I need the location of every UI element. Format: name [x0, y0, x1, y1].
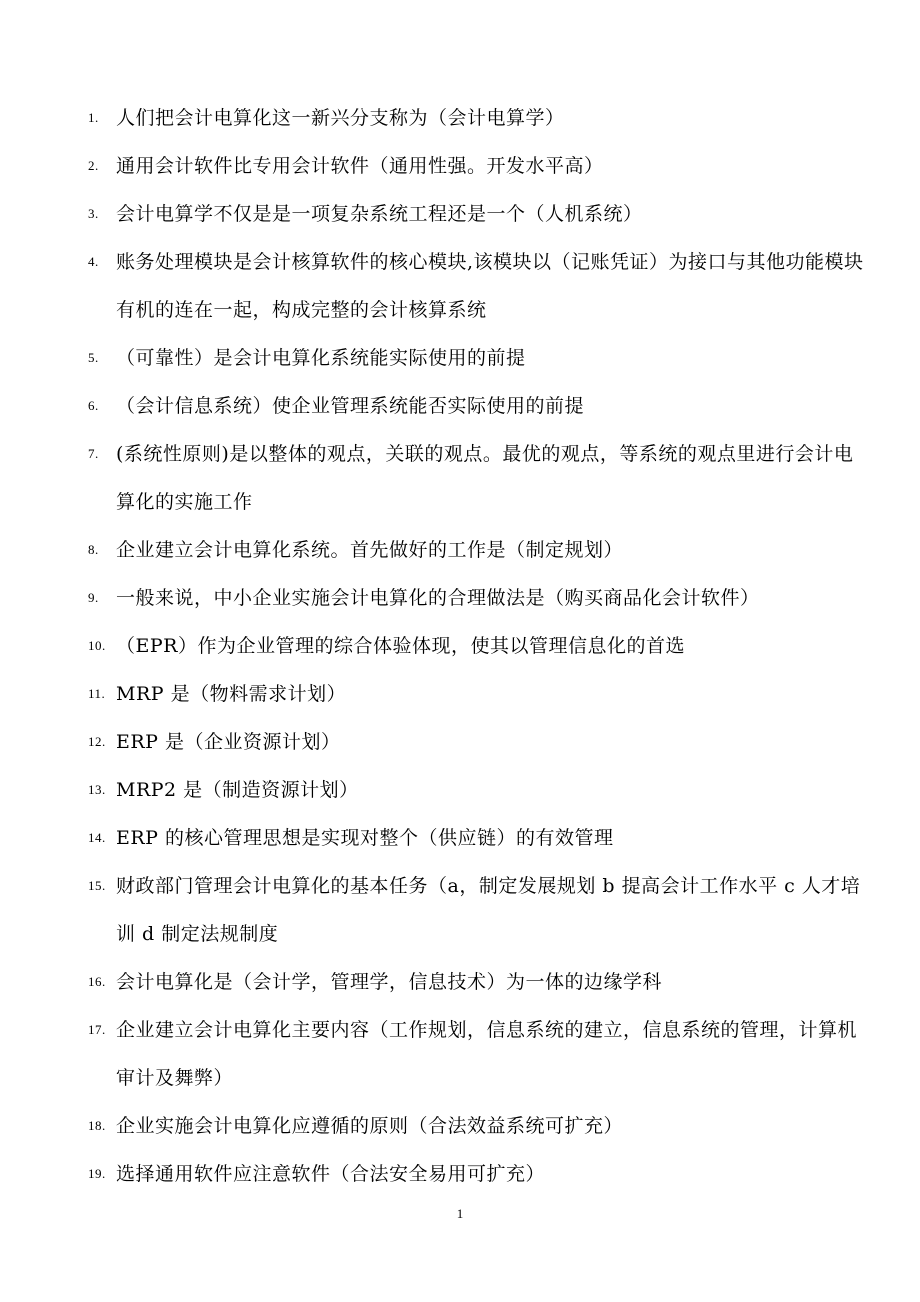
- question-list: [88, 94, 868, 1198]
- item-number: 16.: [88, 974, 106, 989]
- list-item: [88, 718, 868, 766]
- item-text: 会计电算学不仅是是一项复杂系统工程还是一个（人机系统）: [116, 203, 643, 225]
- item-number: 15.: [88, 878, 106, 893]
- list-item: [88, 622, 868, 670]
- item-text: 通用会计软件比专用会计软件（通用性强。开发水平高）: [116, 155, 604, 177]
- item-number: 19.: [88, 1166, 106, 1181]
- list-item: [88, 1006, 868, 1102]
- item-text: ERP 是（企业资源计划）: [116, 731, 341, 753]
- list-item: [88, 1150, 868, 1198]
- item-number: 13.: [88, 782, 106, 797]
- list-item: [88, 430, 868, 526]
- item-number: 6.: [88, 398, 99, 413]
- item-text: 会计电算化是（会计学，管理学，信息技术）为一体的边缘学科: [116, 971, 663, 993]
- item-text: MRP 是（物料需求计划）: [116, 683, 347, 705]
- list-item: [88, 1102, 868, 1150]
- item-text: (系统性原则)是以整体的观点，关联的观点。最优的观点，等系统的观点里进行会计电算化的实施工作: [116, 443, 854, 513]
- item-number: 10.: [88, 638, 106, 653]
- list-item: [88, 382, 868, 430]
- list-item: [88, 574, 868, 622]
- item-number: 2.: [88, 158, 99, 173]
- list-item: [88, 142, 868, 190]
- item-text: （EPR）作为企业管理的综合体验体现，使其以管理信息化的首选: [116, 635, 685, 657]
- page-number: 1: [456, 1206, 464, 1221]
- item-number: 11.: [88, 686, 106, 701]
- item-text: MRP2 是（制造资源计划）: [116, 779, 359, 801]
- item-number: 18.: [88, 1118, 106, 1133]
- item-text: 账务处理模块是会计核算软件的核心模块,该模块以（记账凭证）为接口与其他功能模块有机的连在一起，构成完整的会计核算系统: [116, 251, 864, 321]
- item-text: ERP 的核心管理思想是实现对整个（供应链）的有效管理: [116, 827, 614, 849]
- list-item: [88, 766, 868, 814]
- list-item: [88, 670, 868, 718]
- item-number: 3.: [88, 206, 99, 221]
- item-text: 财政部门管理会计电算化的基本任务（a，制定发展规划 b 提高会计工作水平 c 人才培训 d 制定法规制度: [116, 875, 861, 945]
- list-item: [88, 814, 868, 862]
- item-number: 8.: [88, 542, 99, 557]
- list-item: [88, 862, 868, 958]
- list-item: [88, 94, 868, 142]
- item-number: 14.: [88, 830, 106, 845]
- item-text: 一般来说，中小企业实施会计电算化的合理做法是（购买商品化会计软件）: [116, 587, 760, 609]
- list-item: [88, 958, 868, 1006]
- item-text: 人们把会计电算化这一新兴分支称为（会计电算学）: [116, 107, 565, 129]
- item-number: 5.: [88, 350, 99, 365]
- list-item: [88, 238, 868, 334]
- item-number: 9.: [88, 590, 99, 605]
- list-item: [88, 334, 868, 382]
- item-text: 企业建立会计电算化系统。首先做好的工作是（制定规划）: [116, 539, 624, 561]
- item-text: （可靠性）是会计电算化系统能实际使用的前提: [116, 347, 526, 369]
- item-text: 选择通用软件应注意软件（合法安全易用可扩充）: [116, 1163, 546, 1185]
- item-number: 17.: [88, 1022, 106, 1037]
- list-item: [88, 526, 868, 574]
- item-number: 7.: [88, 446, 99, 461]
- list-item: [88, 190, 868, 238]
- item-number: 4.: [88, 254, 99, 269]
- item-text: （会计信息系统）使企业管理系统能否实际使用的前提: [116, 395, 585, 417]
- item-number: 12.: [88, 734, 106, 749]
- item-text: 企业实施会计电算化应遵循的原则（合法效益系统可扩充）: [116, 1115, 624, 1137]
- item-text: 企业建立会计电算化主要内容（工作规划，信息系统的建立，信息系统的管理，计算机审计及舞弊）: [116, 1019, 858, 1089]
- item-number: 1.: [88, 110, 99, 125]
